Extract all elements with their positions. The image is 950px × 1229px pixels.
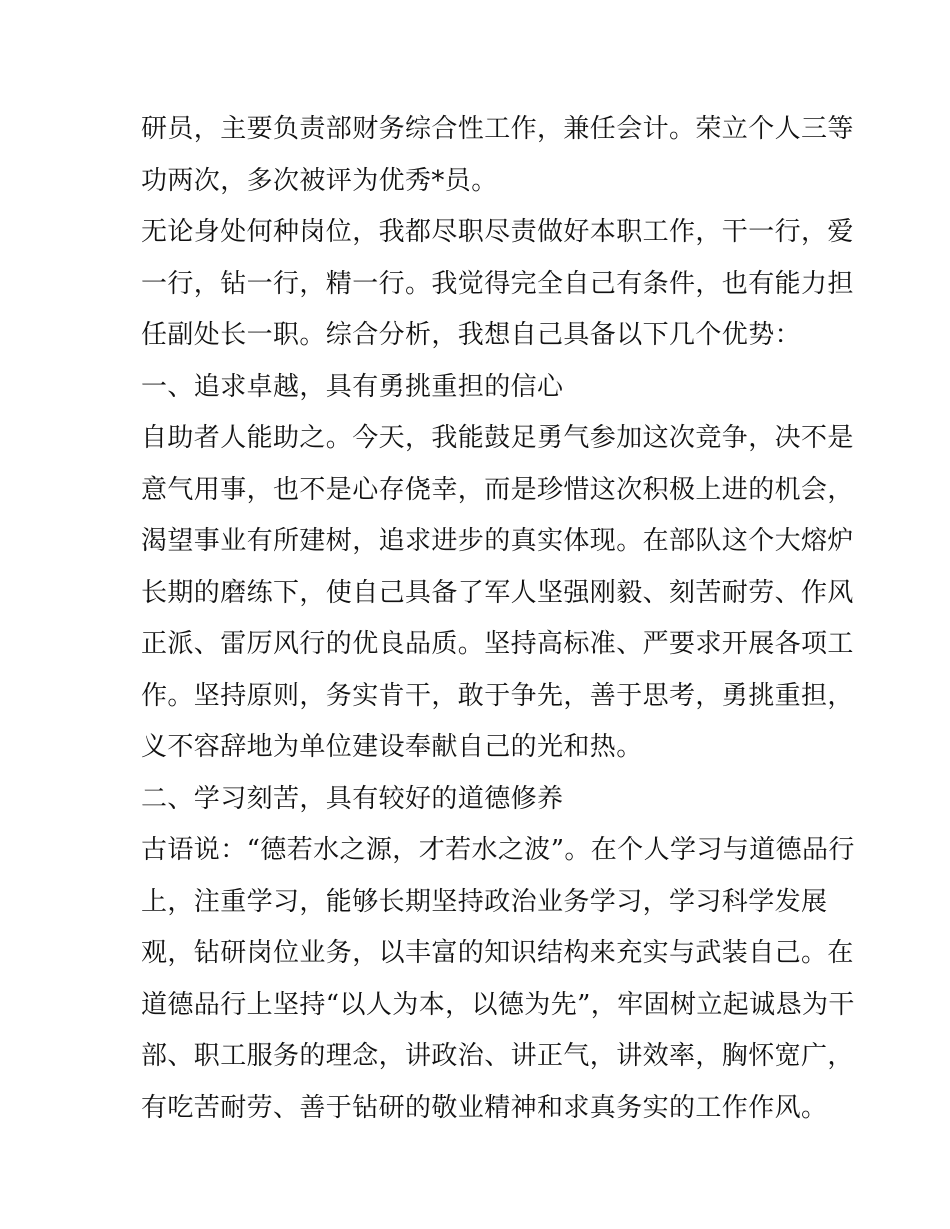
text-line: 有吃苦耐劳、善于钻研的敬业精神和求真务实的工作作风。: [141, 1092, 828, 1123]
text-line: 作。坚持原则，务实肯干，敢于争先，善于思考，勇挑重担，: [141, 680, 854, 711]
section-heading-1: 一、追求卓越，具有勇挑重担的信心: [141, 371, 564, 402]
text-line: 一行，钻一行，精一行。我觉得完全自己有条件，也有能力担: [141, 268, 854, 299]
paragraph-line: 自助者人能助之。今天，我能鼓足勇气参加这次竞争，决不是: [141, 423, 854, 453]
paragraph-line: 古语说：“德若水之源，才若水之波”。在个人学习与道德品行: [141, 835, 855, 865]
text-line: 功两次，多次被评为优秀*员。: [141, 165, 498, 196]
text-line: 长期的磨练下，使自己具备了军人坚强刚毅、刻苦耐劳、作风: [141, 577, 854, 608]
text-line: 研员，主要负责部财务综合性工作，兼任会计。荣立个人三等: [141, 114, 854, 144]
text-line: 意气用事，也不是心存侥幸，而是珍惜这次积极上进的机会，: [141, 474, 854, 505]
text-line: 任副处长一职。综合分析，我想自己具备以下几个优势：: [141, 320, 802, 350]
text-line: 上，注重学习，能够长期坚持政治业务学习，学习科学发展: [141, 886, 828, 917]
paragraph-line: 无论身处何种岗位，我都尽职尽责做好本职工作，干一行，爱: [141, 217, 854, 247]
text-line: 义不容辞地为单位建设奉献自己的光和热。: [141, 732, 643, 762]
body-text: [141, 104, 855, 1134]
text-line: 道德品行上坚持“以人为本，以德为先”，牢固树立起诚恳为干: [141, 989, 855, 1020]
section-heading-2: 二、学习刻苦，具有较好的道德修养: [141, 783, 564, 814]
text-line: 部、职工服务的理念，讲政治、讲正气，讲效率，胸怀宽广，: [141, 1041, 854, 1071]
text-line: 正派、雷厉风行的优良品质。坚持高标准、严要求开展各项工: [141, 629, 854, 659]
text-line: 观，钻研岗位业务，以丰富的知识结构来充实与武装自己。在: [141, 938, 854, 968]
text-line: 渴望事业有所建树，追求进步的真实体现。在部队这个大熔炉: [141, 526, 854, 556]
